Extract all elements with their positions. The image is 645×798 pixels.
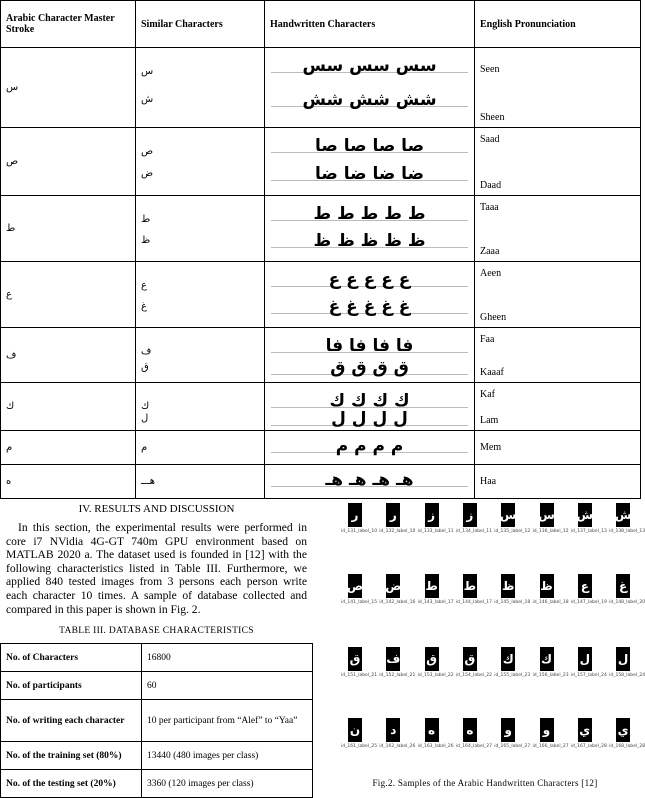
sample-image bbox=[532, 503, 569, 534]
sample-label: id_136_label_12 bbox=[532, 529, 569, 534]
pronunciation-text: Aeen bbox=[480, 268, 502, 279]
sample-image bbox=[570, 503, 607, 534]
sample-glyph: ه bbox=[463, 718, 477, 742]
master-stroke-char: ك bbox=[6, 401, 15, 412]
table-row bbox=[1, 196, 641, 262]
sample-glyph: ق bbox=[425, 647, 439, 671]
sample-glyph: ط bbox=[463, 574, 477, 598]
similar-char: هـــ bbox=[141, 476, 156, 487]
master-stroke-char: ص bbox=[6, 156, 19, 167]
characteristic-value: 60 bbox=[142, 672, 313, 700]
header-handwritten: Handwritten Characters bbox=[265, 1, 475, 48]
master-stroke-cell bbox=[1, 128, 136, 196]
sample-glyph: ي bbox=[616, 718, 630, 742]
sample-glyph: ر bbox=[348, 503, 362, 527]
sample-label: id_164_label_27 bbox=[455, 744, 492, 749]
sample-image bbox=[609, 647, 645, 678]
section-heading: IV. RESULTS AND DISCUSSION bbox=[78, 503, 235, 515]
handwritten-sample: ﺿﺎ ﺿﺎ ﺿﺎ ﺿﺎ bbox=[315, 164, 424, 184]
sample-glyph: غ bbox=[616, 574, 630, 598]
sample-glyph: ض bbox=[386, 574, 400, 598]
sample-glyph: ش bbox=[578, 503, 592, 527]
table-row bbox=[1, 262, 641, 328]
sample-glyph: ف bbox=[386, 647, 400, 671]
sample-image bbox=[341, 574, 378, 605]
sample-image bbox=[570, 718, 607, 749]
sample-glyph: و bbox=[540, 718, 554, 742]
characteristic-value: 16800 bbox=[142, 644, 313, 672]
handwritten-cell bbox=[265, 262, 475, 328]
similar-char: ض bbox=[141, 168, 154, 179]
handwritten-sample: ﺳﺲ ﺳﺲ ﺳﺲ bbox=[302, 56, 437, 76]
header-pronunciation: English Pronunciation bbox=[475, 1, 641, 48]
master-stroke-char: ه bbox=[6, 476, 12, 487]
similar-chars-cell bbox=[136, 196, 265, 262]
sample-label: id_148_label_20 bbox=[609, 600, 645, 605]
sample-label: id_131_label_10 bbox=[341, 529, 378, 534]
sample-glyph: ن bbox=[348, 718, 362, 742]
sample-glyph: ز bbox=[463, 503, 477, 527]
handwritten-sample: ﺻﺎ ﺻﺎ ﺻﺎ ﺻﺎ bbox=[315, 136, 424, 156]
master-stroke-cell bbox=[1, 262, 136, 328]
table-row bbox=[1, 672, 313, 700]
header-master-stroke: Arabic Character Master Stroke bbox=[1, 1, 136, 48]
handwritten-sample: ظ ظ ظ ظ ظ bbox=[313, 231, 426, 251]
similar-chars-cell bbox=[136, 128, 265, 196]
sample-image bbox=[532, 718, 569, 749]
table-row bbox=[1, 383, 641, 431]
sample-label: id_156_label_23 bbox=[532, 673, 569, 678]
sample-image bbox=[455, 574, 492, 605]
characteristic-value: 3360 (120 images per class) bbox=[142, 770, 313, 798]
sample-image bbox=[494, 647, 531, 678]
sample-glyph: ظ bbox=[501, 574, 515, 598]
sample-glyph: ص bbox=[348, 574, 362, 598]
master-stroke-char: ف bbox=[6, 349, 17, 361]
sample-label: id_151_label_21 bbox=[341, 673, 378, 678]
sample-image bbox=[455, 647, 492, 678]
handwritten-sample: ط ط ط ط ط bbox=[313, 204, 426, 224]
sample-glyph: ق bbox=[463, 647, 477, 671]
pronunciation-text: Saad bbox=[480, 134, 500, 145]
sample-label: id_157_label_24 bbox=[570, 673, 607, 678]
similar-chars-cell bbox=[136, 431, 265, 465]
sample-image bbox=[455, 503, 492, 534]
sample-glyph: و bbox=[501, 718, 515, 742]
sample-image bbox=[494, 574, 531, 605]
similar-char: ف bbox=[141, 346, 152, 357]
sample-image bbox=[341, 503, 378, 534]
handwritten-cell bbox=[265, 196, 475, 262]
sample-label: id_137_label_13 bbox=[570, 529, 607, 534]
handwritten-sample: ك ك ك ك bbox=[329, 391, 410, 411]
sample-image bbox=[609, 574, 645, 605]
pronunciation-cell bbox=[475, 262, 641, 328]
handwritten-sample: غ غ غ غ غ bbox=[328, 297, 411, 317]
sample-label: id_161_label_25 bbox=[341, 744, 378, 749]
master-stroke-char: ع bbox=[6, 289, 12, 300]
characteristic-key: No. of the testing set (20%) bbox=[1, 770, 142, 798]
pronunciation-cell bbox=[475, 431, 641, 465]
pronunciation-text: Lam bbox=[480, 415, 499, 426]
pronunciation-text: Seen bbox=[480, 64, 500, 75]
sample-glyph: س bbox=[501, 503, 515, 527]
similar-char: ص bbox=[141, 146, 154, 157]
characteristic-value: 13440 (480 images per class) bbox=[142, 742, 313, 770]
similar-char: غ bbox=[141, 301, 147, 312]
similar-char: ش bbox=[141, 94, 154, 105]
pronunciation-cell bbox=[475, 328, 641, 383]
table-row bbox=[1, 742, 313, 770]
sample-glyph: ر bbox=[386, 503, 400, 527]
handwritten-sample: ﻓﺎ ﻓﺎ ﻓﺎ ﻓﺎ bbox=[325, 336, 414, 356]
sample-label: id_168_label_28 bbox=[609, 744, 645, 749]
sample-label: id_133_label_11 bbox=[417, 529, 454, 534]
similar-char: ظ bbox=[141, 235, 151, 246]
table3-caption: TABLE III. DATABASE CHARACTERISTICS bbox=[59, 626, 254, 636]
sample-glyph: س bbox=[540, 503, 554, 527]
sample-glyph: ظ bbox=[540, 574, 554, 598]
similar-chars-cell bbox=[136, 328, 265, 383]
table-row bbox=[1, 770, 313, 798]
pronunciation-text: Taaa bbox=[480, 202, 499, 213]
sample-image bbox=[417, 718, 454, 749]
pronunciation-cell bbox=[475, 196, 641, 262]
master-stroke-cell bbox=[1, 48, 136, 128]
handwritten-cell bbox=[265, 128, 475, 196]
pronunciation-text: Faa bbox=[480, 334, 495, 345]
sample-label: id_144_label_17 bbox=[455, 600, 492, 605]
handwritten-cell bbox=[265, 328, 475, 383]
sample-image bbox=[494, 503, 531, 534]
section-paragraph: In this section, the experimental results were performed in core i7 NVidia 4G-GT 740m GPU environment based on MATLAB 2020 a. The dataset used is founded in [12] with the following characteristics listed in Table III. Furthermore, we applied 840 tested images from 3 persons each person write each character 10 times. A sample of database collected and compared in this paper is shown in Fig. 2. bbox=[6, 521, 307, 616]
sample-image bbox=[379, 647, 416, 678]
handwritten-cell bbox=[265, 465, 475, 499]
handwritten-cell bbox=[265, 48, 475, 128]
sample-glyph: ز bbox=[425, 503, 439, 527]
table-row bbox=[1, 644, 313, 672]
sample-glyph: ك bbox=[501, 647, 515, 671]
sample-label: id_165_label_27 bbox=[494, 744, 531, 749]
pronunciation-cell bbox=[475, 465, 641, 499]
pronunciation-cell bbox=[475, 383, 641, 431]
table-row bbox=[1, 128, 641, 196]
table-row bbox=[1, 431, 641, 465]
sample-glyph: ل bbox=[616, 647, 630, 671]
sample-image bbox=[417, 647, 454, 678]
sample-glyph: ش bbox=[616, 503, 630, 527]
similar-chars-cell bbox=[136, 383, 265, 431]
characteristic-key: No. of participants bbox=[1, 672, 142, 700]
pronunciation-text: Zaaa bbox=[480, 246, 500, 257]
characteristic-key: No. of writing each character bbox=[1, 700, 142, 742]
pronunciation-text: Sheen bbox=[480, 112, 505, 123]
similar-chars-cell bbox=[136, 48, 265, 128]
similar-char: ط bbox=[141, 214, 151, 225]
sample-image bbox=[532, 647, 569, 678]
master-stroke-cell bbox=[1, 328, 136, 383]
pronunciation-text: Kaaaf bbox=[480, 367, 504, 378]
sample-image bbox=[417, 503, 454, 534]
sample-image bbox=[570, 574, 607, 605]
table-row bbox=[1, 465, 641, 499]
sample-image bbox=[494, 718, 531, 749]
table-header-row bbox=[1, 1, 641, 48]
sample-label: id_138_label_13 bbox=[609, 529, 645, 534]
sample-image bbox=[341, 647, 378, 678]
characteristic-value: 10 per participant from “Alef” to “Yaa” bbox=[142, 700, 313, 742]
sample-label: id_132_label_10 bbox=[379, 529, 416, 534]
handwritten-cell bbox=[265, 431, 475, 465]
table-row bbox=[1, 700, 313, 742]
pronunciation-text: Gheen bbox=[480, 312, 507, 323]
similar-char: ك bbox=[141, 401, 150, 412]
sample-label: id_158_label_24 bbox=[609, 673, 645, 678]
pronunciation-cell bbox=[475, 128, 641, 196]
similar-char: ع bbox=[141, 280, 147, 291]
handwritten-sample: ل ل ل ل bbox=[331, 409, 408, 429]
sample-label: id_162_label_26 bbox=[379, 744, 416, 749]
header-similar: Similar Characters bbox=[136, 1, 265, 48]
sample-glyph: ي bbox=[578, 718, 592, 742]
sample-image bbox=[609, 718, 645, 749]
sample-glyph: ه bbox=[425, 718, 439, 742]
similar-char: ل bbox=[141, 413, 149, 424]
sample-label: id_145_label_18 bbox=[494, 600, 531, 605]
sample-label: id_141_label_15 bbox=[341, 600, 378, 605]
similar-char: س bbox=[141, 66, 154, 77]
handwritten-sample: ق ق ق ق bbox=[330, 357, 409, 378]
sample-image bbox=[341, 718, 378, 749]
master-stroke-char: م bbox=[6, 442, 13, 453]
sample-glyph: د bbox=[386, 718, 400, 742]
table-row bbox=[1, 48, 641, 128]
handwritten-sample: ﻫـ ﻫـ ﻫـ ﻫـ bbox=[325, 470, 414, 490]
sample-label: id_155_label_23 bbox=[494, 673, 531, 678]
similar-chars-cell bbox=[136, 262, 265, 328]
sample-label: id_153_label_22 bbox=[417, 673, 454, 678]
master-stroke-cell bbox=[1, 196, 136, 262]
sample-image bbox=[417, 574, 454, 605]
handwritten-sample: ع ع ع ع ع bbox=[328, 270, 411, 290]
sample-label: id_167_label_28 bbox=[570, 744, 607, 749]
pronunciation-text: Kaf bbox=[480, 389, 495, 400]
similar-char: م bbox=[141, 442, 148, 453]
master-stroke-char: ط bbox=[6, 223, 16, 234]
sample-label: id_154_label_22 bbox=[455, 673, 492, 678]
sample-label: id_146_label_18 bbox=[532, 600, 569, 605]
sample-label: id_147_label_19 bbox=[570, 600, 607, 605]
sample-image bbox=[379, 718, 416, 749]
sample-glyph: ك bbox=[540, 647, 554, 671]
sample-image bbox=[532, 574, 569, 605]
sample-glyph: ل bbox=[578, 647, 592, 671]
master-stroke-char: س bbox=[6, 82, 19, 93]
sample-label: id_163_label_26 bbox=[417, 744, 454, 749]
handwritten-cell bbox=[265, 383, 475, 431]
sample-label: id_142_label_16 bbox=[379, 600, 416, 605]
sample-label: id_166_label_27 bbox=[532, 744, 569, 749]
similar-char: ق bbox=[141, 361, 149, 373]
master-stroke-cell bbox=[1, 431, 136, 465]
sample-image bbox=[455, 718, 492, 749]
sample-image bbox=[379, 503, 416, 534]
handwritten-sample: ﺷﺶ ﺷﺶ ﺷﺶ bbox=[302, 90, 437, 110]
sample-label: id_143_label_17 bbox=[417, 600, 454, 605]
handwritten-sample: م م م م bbox=[335, 436, 404, 456]
master-stroke-cell bbox=[1, 383, 136, 431]
figure-caption: Fig.2. Samples of the Arabic Handwritten Characters [12] bbox=[372, 778, 598, 788]
sample-glyph: ع bbox=[578, 574, 592, 598]
pronunciation-text: Daad bbox=[480, 180, 502, 191]
pronunciation-cell bbox=[475, 48, 641, 128]
characteristic-key: No. of the training set (80%) bbox=[1, 742, 142, 770]
database-characteristics-table bbox=[0, 643, 313, 798]
pronunciation-text: Haa bbox=[480, 476, 497, 487]
table-row bbox=[1, 328, 641, 383]
sample-label: id_135_label_12 bbox=[494, 529, 531, 534]
master-stroke-cell bbox=[1, 465, 136, 499]
characteristic-key: No. of Characters bbox=[1, 644, 142, 672]
sample-label: id_134_label_11 bbox=[455, 529, 492, 534]
sample-glyph: ق bbox=[348, 647, 362, 671]
similar-chars-cell bbox=[136, 465, 265, 499]
sample-glyph: ط bbox=[425, 574, 439, 598]
pronunciation-text: Mem bbox=[480, 442, 502, 453]
sample-image bbox=[379, 574, 416, 605]
sample-image bbox=[570, 647, 607, 678]
sample-label: id_152_label_21 bbox=[379, 673, 416, 678]
sample-image bbox=[609, 503, 645, 534]
